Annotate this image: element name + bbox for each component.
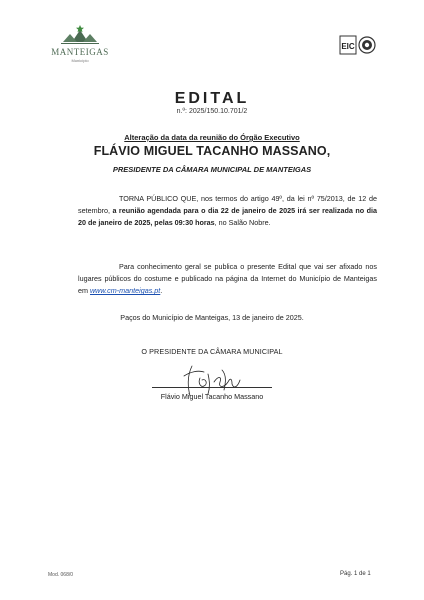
- logo-name: MANTEIGAS: [51, 47, 109, 57]
- footer-model: Mod. 068/0: [48, 572, 74, 578]
- document-subject: Alteração da data da reunião do Órgão Executivo: [124, 133, 300, 142]
- paragraph-2-text-a: Para conhecimento geral se publica o presente Edital que vai ser afixado nos lugares públicos do costume e publicado na página da Internet do Município de Manteigas em: [78, 262, 377, 296]
- signature-title: O PRESIDENTE DA CÂMARA MUNICIPAL: [141, 347, 283, 356]
- paragraph-1-text-c: , no Salão Nobre.: [214, 218, 271, 228]
- mountain-logo-icon: [58, 24, 102, 46]
- certification-icon: [339, 34, 377, 56]
- paragraph-publication: [78, 261, 377, 298]
- paragraph-1-text-a: TORNA PÚBLICO QUE, nos termos do artigo 49º, da lei nº 75/2013, de 12 de setembro,: [78, 194, 377, 216]
- place-and-date: Paços do Município de Manteigas, 13 de janeiro de 2025.: [120, 313, 304, 322]
- website-link[interactable]: www.cm-manteigas.pt: [89, 286, 161, 296]
- logo-subtitle: Município: [71, 58, 89, 63]
- document-reference: n.º: 2025/150.10.701/2: [176, 108, 248, 115]
- certification-seal: [339, 34, 377, 56]
- paragraph-announcement: [78, 193, 377, 230]
- signature-name: Flávio Miguel Tacanho Massano: [160, 392, 264, 401]
- footer-page-number: Pág. 1 de 1: [340, 571, 371, 577]
- signature-line: [152, 387, 272, 388]
- paragraph-1-bold: a reunião agendada para o dia 22 de janeiro de 2025 irá ser realizada no dia 20 de janeiro de 2025, pelas 09:30 horas: [78, 206, 377, 228]
- president-name: FLÁVIO MIGUEL TACANHO MASSANO,: [93, 144, 331, 158]
- svg-text:EIC: EIC: [341, 42, 355, 51]
- document-title: EDITAL: [174, 90, 250, 107]
- president-role: PRESIDENTE DA CÂMARA MUNICIPAL DE MANTEIGAS: [112, 165, 312, 174]
- paragraph-2-text-c: .: [160, 286, 163, 296]
- municipality-logo: [48, 24, 112, 63]
